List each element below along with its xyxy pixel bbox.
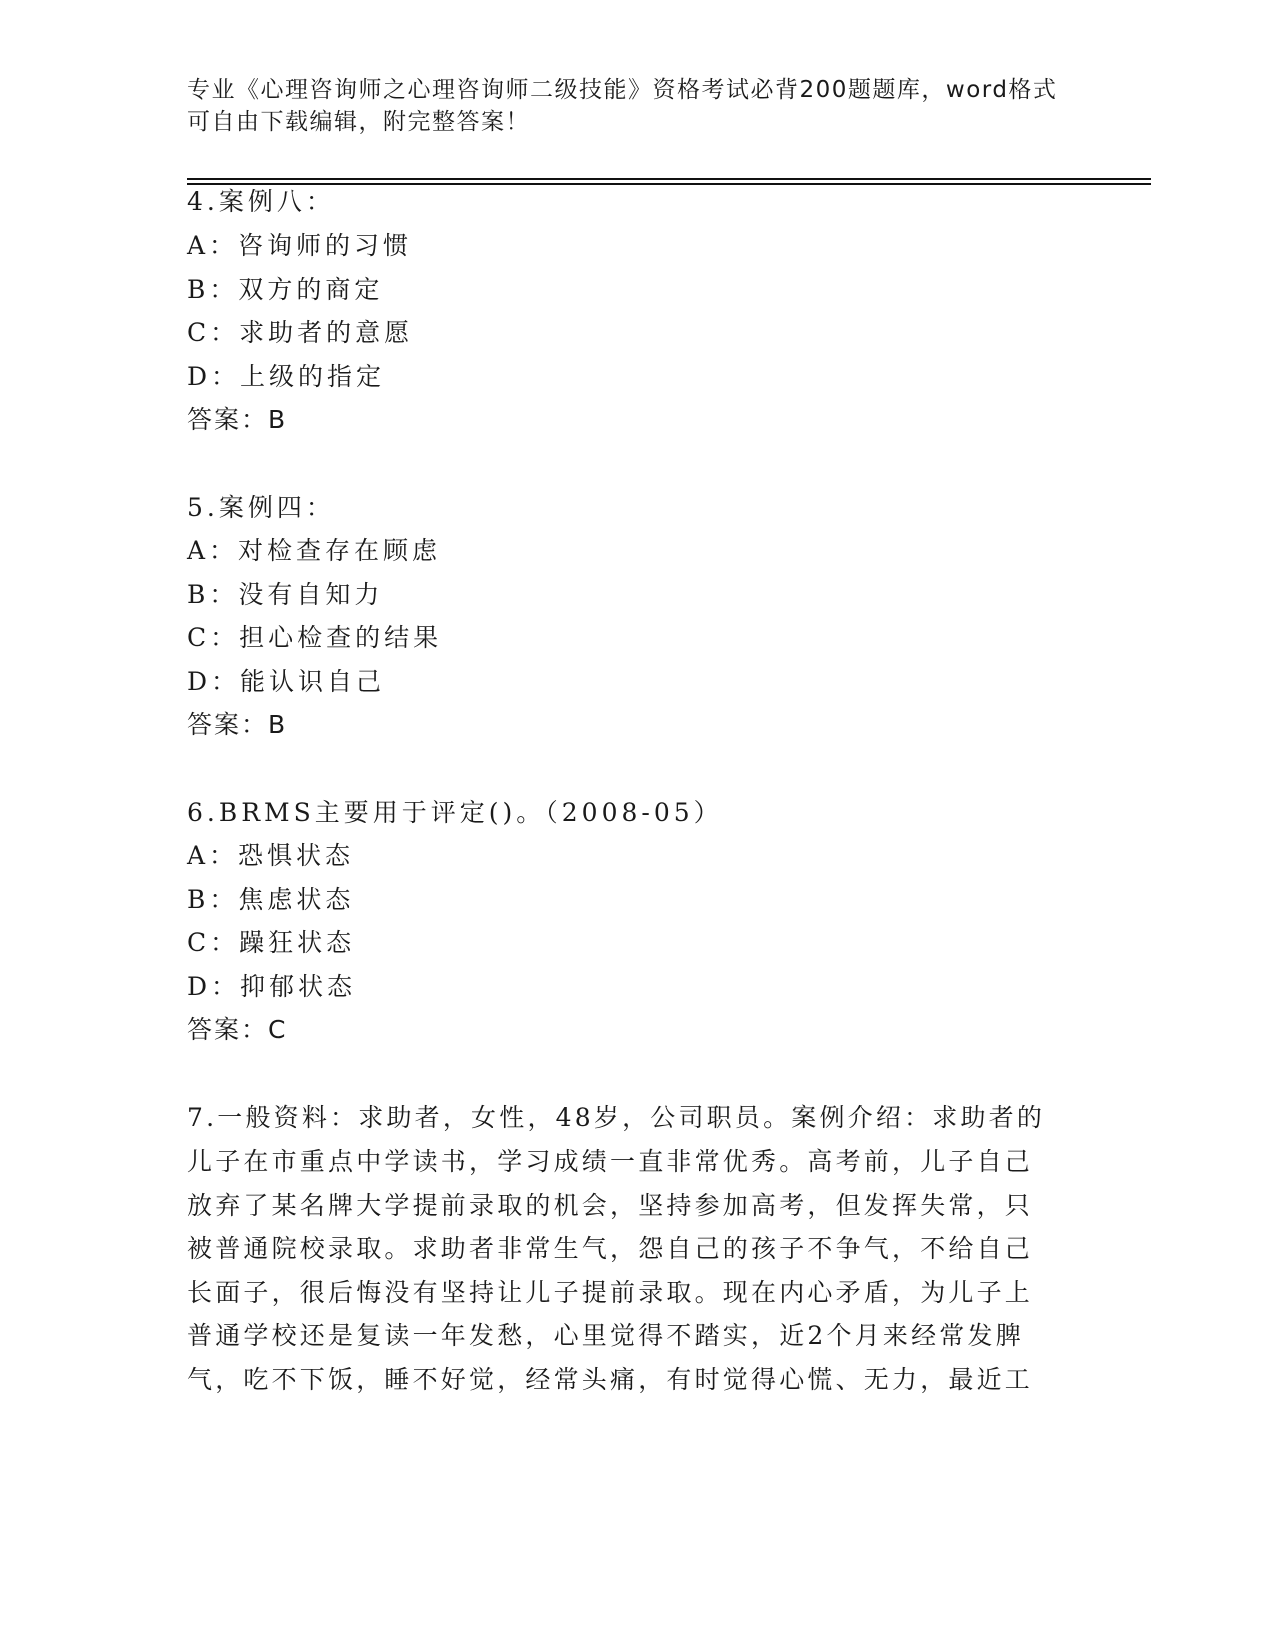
question-paragraph-line: 7.一般资料：求助者，女性，48岁，公司职员。案例介绍：求助者的 — [187, 1103, 1046, 1132]
option-d: D：抑郁状态 — [187, 972, 357, 1001]
option-b: B：没有自知力 — [187, 580, 384, 609]
header-divider-top — [187, 178, 1151, 180]
question-stem: 4.案例八： — [187, 187, 335, 216]
option-a: A：对检查存在顾虑 — [187, 536, 442, 565]
answer-label: 答案：B — [187, 710, 288, 739]
header-divider-bottom — [187, 183, 1151, 185]
question-paragraph-line: 长面子，很后悔没有坚持让儿子提前录取。现在内心矛盾，为儿子上 — [187, 1278, 1034, 1307]
answer-label: 答案：B — [187, 405, 288, 434]
option-a: A：恐惧状态 — [187, 841, 355, 870]
question-paragraph-line: 普通学校还是复读一年发愁，心里觉得不踏实，近2个月来经常发脾 — [187, 1321, 1024, 1350]
question-stem: 5.案例四： — [187, 493, 335, 522]
question-paragraph-line: 儿子在市重点中学读书，学习成绩一直非常优秀。高考前，儿子自己 — [187, 1147, 1034, 1176]
option-c: C：求助者的意愿 — [187, 318, 414, 347]
option-b: B：双方的商定 — [187, 275, 384, 304]
question-paragraph-line: 被普通院校录取。求助者非常生气，怨自己的孩子不争气，不给自己 — [187, 1234, 1034, 1263]
question-paragraph-line: 气，吃不下饭，睡不好觉，经常头痛，有时觉得心慌、无力，最近工 — [187, 1365, 1034, 1394]
option-d: D：能认识自己 — [187, 667, 386, 696]
header-title-line-2: 可自由下载编辑，附完整答案！ — [187, 109, 530, 135]
question-paragraph-line: 放弃了某名牌大学提前录取的机会，坚持参加高考，但发挥失常，只 — [187, 1191, 1034, 1220]
option-c: C：担心检查的结果 — [187, 623, 443, 652]
option-a: A：咨询师的习惯 — [187, 231, 413, 260]
option-c: C：躁狂状态 — [187, 928, 356, 957]
header-title-line-1: 专业《心理咨询师之心理咨询师二级技能》资格考试必背200题题库，word格式 — [187, 77, 1058, 103]
answer-label: 答案：C — [187, 1015, 288, 1044]
question-stem: 6.BRMS主要用于评定()。（2008-05） — [187, 798, 723, 827]
option-d: D：上级的指定 — [187, 362, 386, 391]
option-b: B：焦虑状态 — [187, 885, 355, 914]
